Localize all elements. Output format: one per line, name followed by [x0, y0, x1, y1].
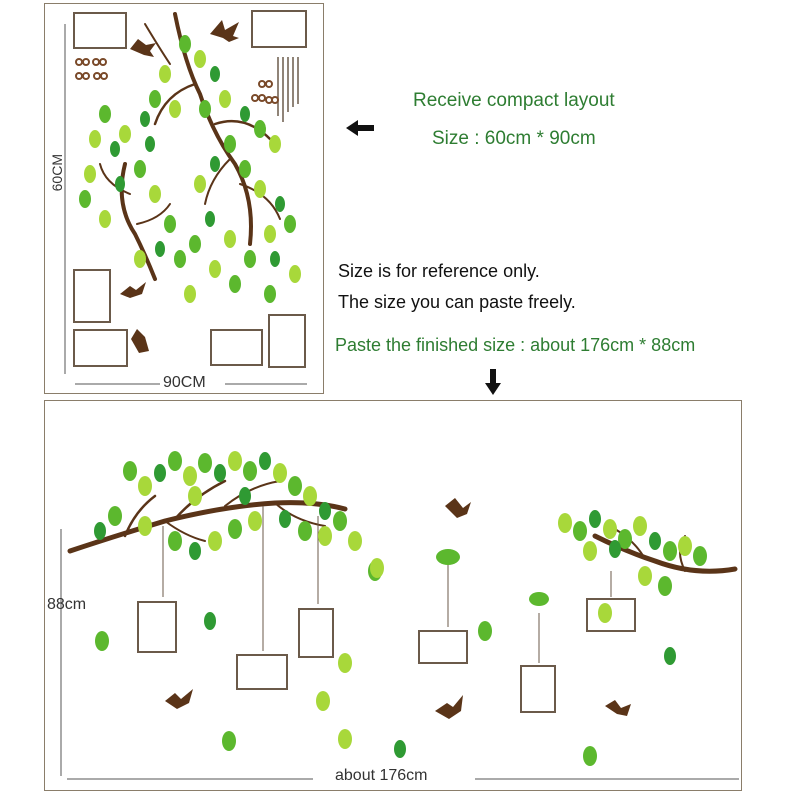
sheet-width-label: 90CM [163, 374, 206, 391]
sheet-height-label: 60CM [49, 154, 65, 192]
scene-illustration [45, 401, 743, 792]
note-reference: Size is for reference only. [338, 261, 540, 281]
finished-scene [44, 400, 742, 791]
sticker-sheet [44, 3, 324, 394]
compact-layout-title: Receive compact layout [413, 90, 615, 111]
finished-size-label: Paste the finished size : about 176cm * 88cm [335, 335, 696, 355]
note-paste: The size you can paste freely. [338, 292, 576, 312]
compact-layout-size: Size : 60cm * 90cm [432, 128, 596, 149]
scene-height-label: 88cm [47, 596, 87, 613]
arrow-left-icon [346, 118, 376, 138]
arrow-down-icon [483, 367, 503, 397]
sheet-illustration [45, 4, 325, 395]
scene-width-label: about 176cm [335, 767, 428, 784]
